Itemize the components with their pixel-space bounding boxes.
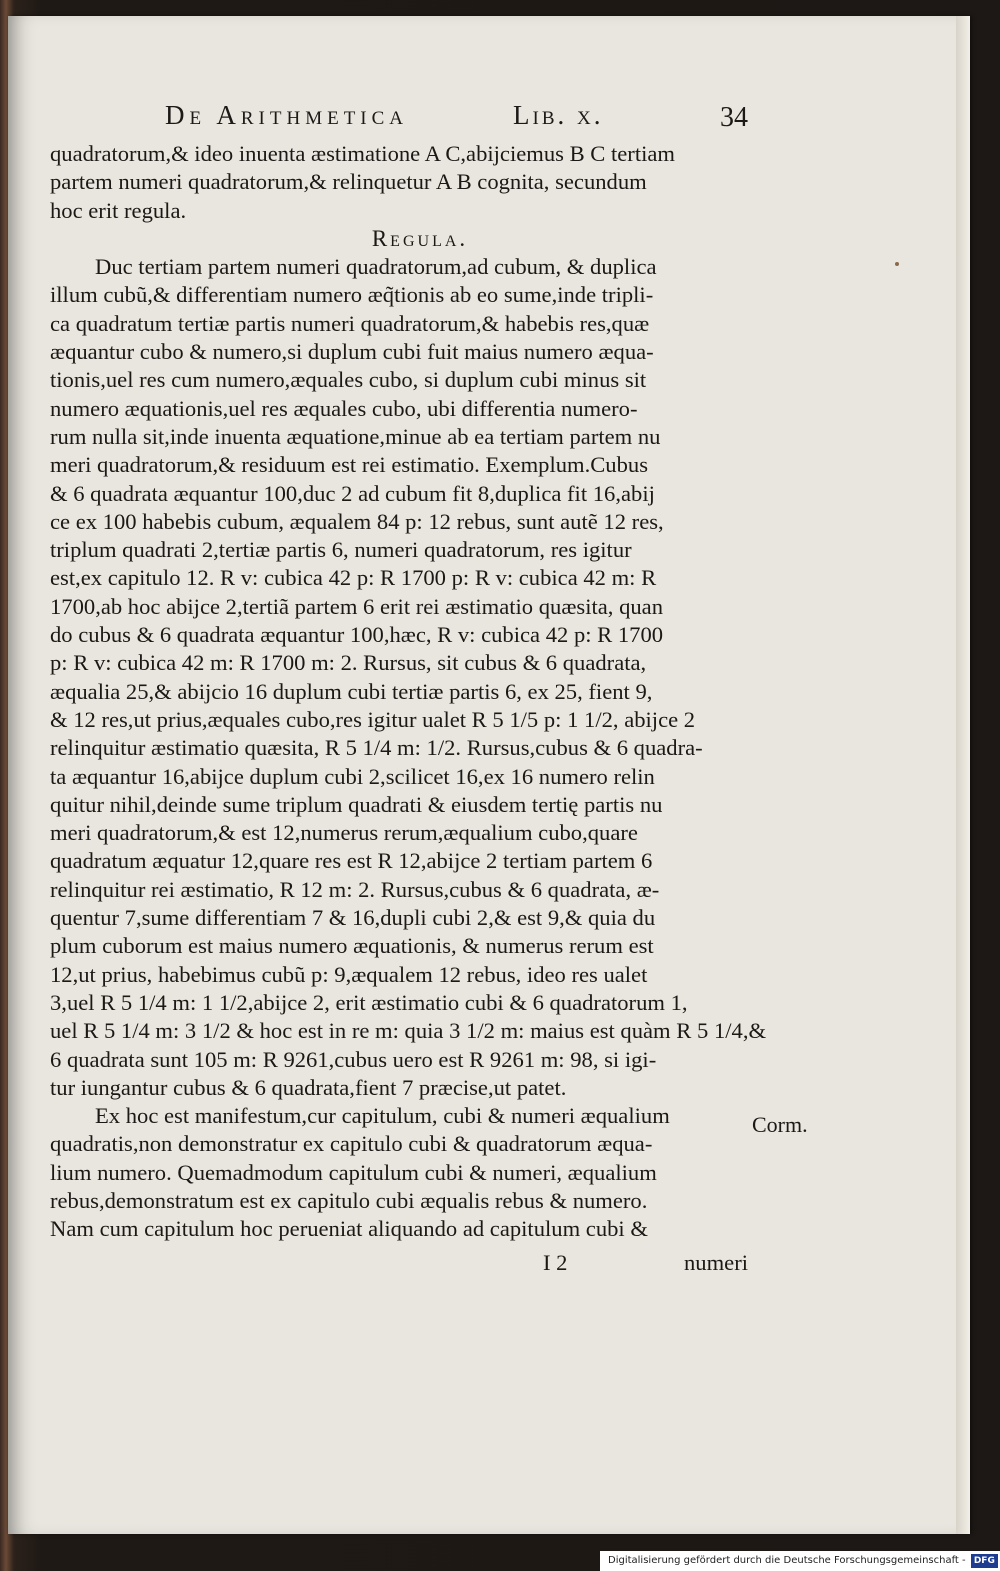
text-line: tur iungantur cubus & 6 quadrata,fient 7 præcise,ut patet. [50,1074,567,1100]
text-line: triplum quadrati 2,tertiæ partis 6, numeri quadratorum, res igitur [50,537,632,563]
dfg-logo: DFG [971,1554,998,1568]
text-line: do cubus & 6 quadrata æquantur 100,hæc, R v: cubica 42 p: R 1700 [50,622,664,648]
text-line: uel R 5 1/4 m: 3 1/2 & hoc est in re m: quia 3 1/2 m: maius est quàm R 5 1/4,& [50,1018,767,1044]
page-edge [956,16,970,1534]
text-line: illum cubũ,& differentiam numero æq̃tionis ab eo sume,inde tripli- [50,282,654,308]
text-line: ta æquantur 16,abijce duplum cubi 2,scilicet 16,ex 16 numero relin [50,763,655,789]
credit-text: Digitalisierung gefördert durch die Deutsche Forschungsgemeinschaft - [608,1555,966,1566]
text-line: æqualia 25,& abijcio 16 duplum cubi tertiæ partis 6, ex 25, fient 9, [50,678,653,704]
text-line: quitur nihil,deinde sume triplum quadrati & eiusdem tertię partis nu [50,791,663,817]
text-line: 6 quadrata sunt 105 m: R 9261,cubus uero est R 9261 m: 98, si igi- [50,1046,657,1072]
text-line: æquantur cubo & numero,si duplum cubi fuit maius numero æqua- [50,339,654,365]
text-line: est,ex capitulo 12. R v: cubica 42 p: R 1700 p: R v: cubica 42 m: R [50,565,657,591]
text-line: numero æquationis,uel res æquales cubo, ubi differentia numero- [50,395,638,421]
section-heading: Regula. [371,225,469,251]
page-number: 34 [720,102,748,133]
page-footer-line [50,1250,750,1278]
text-line: quadratum æquatur 12,quare res est R 12,abijce 2 tertiam partem 6 [50,848,653,874]
digitization-credit [600,1551,1000,1571]
running-header [165,100,750,140]
text-line: 12,ut prius, habebimus cubũ p: 9,æqualem 12 rebus, ideo res ualet [50,961,648,987]
text-line: Duc tertiam partem numeri quadratorum,ad cubum, & duplica [95,254,657,280]
text-line: ca quadratum tertiæ partis numeri quadratorum,& habebis res,quæ [50,310,650,336]
text-line: & 12 res,ut prius,æquales cubo,res igitur ualet R 5 1/5 p: 1 1/2, abijce 2 [50,706,696,732]
text-line: rum nulla sit,inde inuenta æquatione,minue ab ea tertiam partem nu [50,423,661,449]
text-line: ce ex 100 habebis cubum, æqualem 84 p: 12 rebus, sunt autẽ 12 res, [50,508,664,534]
body-text [50,140,767,1244]
text-line: rebus,demonstratum est ex capitulo cubi æqualis rebus & numero. [50,1187,648,1213]
text-line: & 6 quadrata æquantur 100,duc 2 ad cubum fit 8,duplica fit 16,abij [50,480,655,506]
text-line: meri quadratorum,& residuum est rei estimatio. Exemplum.Cubus [50,452,648,478]
text-line: quentur 7,sume differentiam 7 & 16,dupli cubi 2,& est 9,& quia du [50,905,656,931]
text-line: Ex hoc est manifestum,cur capitulum, cubi & numeri æqualium [95,1103,670,1129]
text-line: Nam cum capitulum hoc perueniat aliquando ad capitulum cubi & [50,1216,648,1242]
text-line: quadratis,non demonstratur ex capitulo cubi & quadratorum æqua- [50,1131,653,1157]
text-line: lium numero. Quemadmodum capitulum cubi & numeri, æqualium [50,1159,657,1185]
text-line: 1700,ab hoc abijce 2,tertiã partem 6 erit rei æstimatio quæsita, quan [50,593,663,619]
margin-note: Corm. [752,1112,808,1137]
signature-mark: I 2 [543,1250,568,1275]
text-line: quadratorum,& ideo inuenta æstimatione A C,abijciemus B C tertiam [50,141,675,166]
header-liber: Lib. x. [513,100,604,130]
text-line: hoc erit regula. [50,197,187,223]
text-line: plum cuborum est maius numero æquationis, & numerus rerum est [50,933,654,959]
text-line: p: R v: cubica 42 m: R 1700 m: 2. Rursus, sit cubus & 6 quadrata, [50,650,647,676]
header-title: De Arithmetica [165,100,409,130]
text-line: partem numeri quadratorum,& relinquetur A B cognita, secundum [50,169,647,195]
text-line: 3,uel R 5 1/4 m: 1 1/2,abijce 2, erit æstimatio cubi & 6 quadratorum 1, [50,989,688,1015]
ink-spot [895,262,899,266]
catchword: numeri [684,1250,748,1275]
text-line: relinquitur rei æstimatio, R 12 m: 2. Rursus,cubus & 6 quadrata, æ- [50,876,660,902]
text-line: tionis,uel res cum numero,æquales cubo, si duplum cubi minus sit [50,367,647,393]
text-line: relinquitur æstimatio quæsita, R 5 1/4 m: 1/2. Rursus,cubus & 6 quadra- [50,735,703,761]
text-line: meri quadratorum,& est 12,numerus rerum,æqualium cubo,quare [50,820,638,846]
